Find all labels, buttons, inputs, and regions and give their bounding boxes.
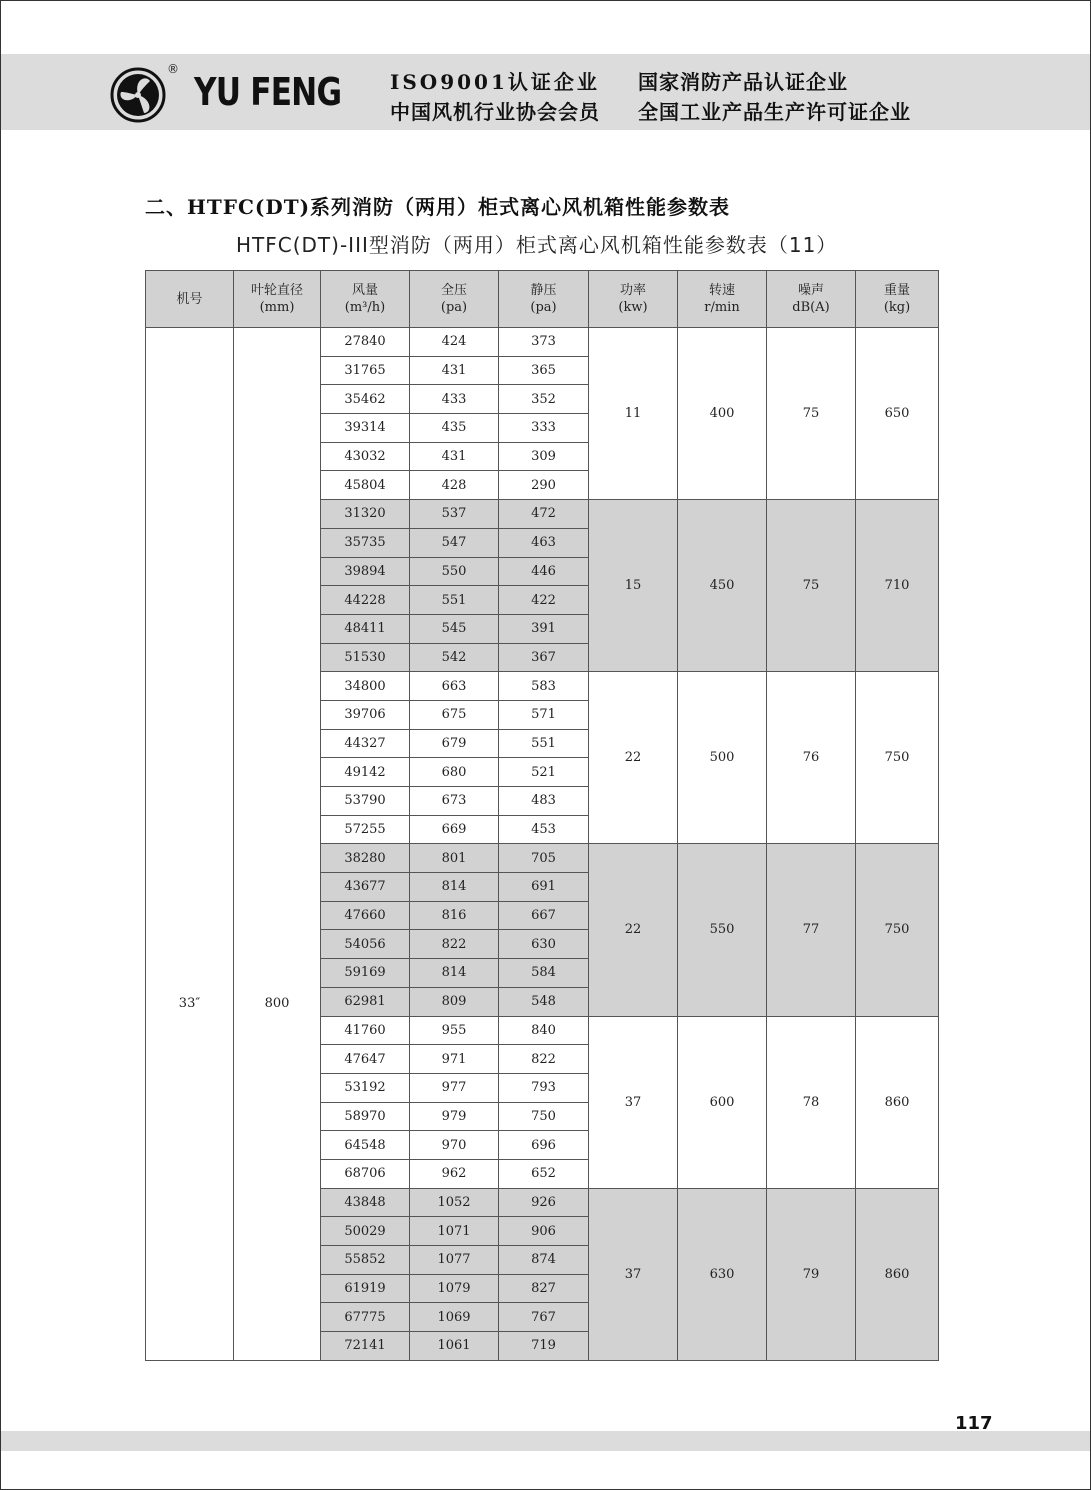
static-pressure-cell: 750 bbox=[499, 1102, 589, 1131]
total-pressure-cell: 537 bbox=[410, 500, 499, 529]
total-pressure-cell: 1061 bbox=[410, 1332, 499, 1361]
table-title: HTFC(DT)-III型消防（两用）柜式离心风机箱性能参数表（11） bbox=[236, 233, 838, 257]
static-pressure-cell: 367 bbox=[499, 643, 589, 672]
power-cell: 22 bbox=[589, 844, 678, 1016]
airflow-cell: 35462 bbox=[321, 385, 410, 414]
total-pressure-cell: 1052 bbox=[410, 1188, 499, 1217]
total-pressure-cell: 680 bbox=[410, 758, 499, 787]
airflow-cell: 67775 bbox=[321, 1303, 410, 1332]
performance-table bbox=[145, 270, 939, 1361]
total-pressure-cell: 970 bbox=[410, 1131, 499, 1160]
noise-cell: 78 bbox=[767, 1016, 856, 1188]
brand-name: YU FENG bbox=[194, 70, 342, 114]
airflow-cell: 39894 bbox=[321, 557, 410, 586]
total-pressure-cell: 1077 bbox=[410, 1246, 499, 1275]
table-row bbox=[146, 328, 939, 357]
airflow-cell: 53192 bbox=[321, 1073, 410, 1102]
total-pressure-cell: 679 bbox=[410, 729, 499, 758]
static-pressure-cell: 422 bbox=[499, 586, 589, 615]
cert-license: 全国工业产品生产许可证企业 bbox=[638, 100, 911, 124]
airflow-cell: 47647 bbox=[321, 1045, 410, 1074]
total-pressure-cell: 979 bbox=[410, 1102, 499, 1131]
total-pressure-cell: 977 bbox=[410, 1073, 499, 1102]
weight-cell: 860 bbox=[856, 1188, 939, 1360]
static-pressure-cell: 840 bbox=[499, 1016, 589, 1045]
airflow-cell: 47660 bbox=[321, 901, 410, 930]
airflow-cell: 54056 bbox=[321, 930, 410, 959]
static-pressure-cell: 822 bbox=[499, 1045, 589, 1074]
power-cell: 37 bbox=[589, 1188, 678, 1360]
static-pressure-cell: 906 bbox=[499, 1217, 589, 1246]
airflow-cell: 50029 bbox=[321, 1217, 410, 1246]
total-pressure-cell: 435 bbox=[410, 414, 499, 443]
total-pressure-cell: 428 bbox=[410, 471, 499, 500]
airflow-cell: 31765 bbox=[321, 356, 410, 385]
static-pressure-cell: 548 bbox=[499, 987, 589, 1016]
total-pressure-cell: 1079 bbox=[410, 1274, 499, 1303]
total-pressure-cell: 822 bbox=[410, 930, 499, 959]
total-pressure-cell: 547 bbox=[410, 528, 499, 557]
power-cell: 11 bbox=[589, 328, 678, 500]
cert-association: 中国风机行业协会会员 bbox=[390, 100, 600, 124]
airflow-cell: 61919 bbox=[321, 1274, 410, 1303]
header-impeller: 叶轮直径 (mm) bbox=[234, 271, 321, 328]
header-total-pressure: 全压 (pa) bbox=[410, 271, 499, 328]
static-pressure-cell: 926 bbox=[499, 1188, 589, 1217]
total-pressure-cell: 1071 bbox=[410, 1217, 499, 1246]
total-pressure-cell: 551 bbox=[410, 586, 499, 615]
airflow-cell: 59169 bbox=[321, 959, 410, 988]
cert-fire: 国家消防产品认证企业 bbox=[638, 70, 848, 94]
airflow-cell: 35735 bbox=[321, 528, 410, 557]
airflow-cell: 39706 bbox=[321, 700, 410, 729]
static-pressure-cell: 584 bbox=[499, 959, 589, 988]
fan-logo-icon bbox=[110, 67, 166, 123]
static-pressure-cell: 290 bbox=[499, 471, 589, 500]
airflow-cell: 62981 bbox=[321, 987, 410, 1016]
page-number: 117 bbox=[955, 1413, 993, 1434]
static-pressure-cell: 691 bbox=[499, 873, 589, 902]
total-pressure-cell: 669 bbox=[410, 815, 499, 844]
airflow-cell: 45804 bbox=[321, 471, 410, 500]
airflow-cell: 49142 bbox=[321, 758, 410, 787]
total-pressure-cell: 431 bbox=[410, 442, 499, 471]
weight-cell: 860 bbox=[856, 1016, 939, 1188]
static-pressure-cell: 453 bbox=[499, 815, 589, 844]
static-pressure-cell: 583 bbox=[499, 672, 589, 701]
total-pressure-cell: 433 bbox=[410, 385, 499, 414]
registered-mark: ® bbox=[167, 62, 179, 76]
total-pressure-cell: 955 bbox=[410, 1016, 499, 1045]
noise-cell: 79 bbox=[767, 1188, 856, 1360]
header-weight: 重量 (kg) bbox=[856, 271, 939, 328]
speed-cell: 500 bbox=[678, 672, 767, 844]
static-pressure-cell: 719 bbox=[499, 1332, 589, 1361]
static-pressure-cell: 446 bbox=[499, 557, 589, 586]
airflow-cell: 44327 bbox=[321, 729, 410, 758]
airflow-cell: 57255 bbox=[321, 815, 410, 844]
static-pressure-cell: 373 bbox=[499, 328, 589, 357]
total-pressure-cell: 673 bbox=[410, 787, 499, 816]
static-pressure-cell: 551 bbox=[499, 729, 589, 758]
speed-cell: 450 bbox=[678, 500, 767, 672]
airflow-cell: 43032 bbox=[321, 442, 410, 471]
total-pressure-cell: 971 bbox=[410, 1045, 499, 1074]
airflow-cell: 68706 bbox=[321, 1159, 410, 1188]
static-pressure-cell: 521 bbox=[499, 758, 589, 787]
static-pressure-cell: 472 bbox=[499, 500, 589, 529]
noise-cell: 77 bbox=[767, 844, 856, 1016]
static-pressure-cell: 767 bbox=[499, 1303, 589, 1332]
section-title: 二、HTFC(DT)系列消防（两用）柜式离心风机箱性能参数表 bbox=[145, 195, 731, 219]
total-pressure-cell: 816 bbox=[410, 901, 499, 930]
static-pressure-cell: 309 bbox=[499, 442, 589, 471]
airflow-cell: 72141 bbox=[321, 1332, 410, 1361]
total-pressure-cell: 675 bbox=[410, 700, 499, 729]
total-pressure-cell: 663 bbox=[410, 672, 499, 701]
airflow-cell: 58970 bbox=[321, 1102, 410, 1131]
header-noise: 噪声 dB(A) bbox=[767, 271, 856, 328]
static-pressure-cell: 793 bbox=[499, 1073, 589, 1102]
footer-band bbox=[1, 1431, 1090, 1451]
static-pressure-cell: 352 bbox=[499, 385, 589, 414]
speed-cell: 550 bbox=[678, 844, 767, 1016]
airflow-cell: 48411 bbox=[321, 614, 410, 643]
total-pressure-cell: 1069 bbox=[410, 1303, 499, 1332]
total-pressure-cell: 814 bbox=[410, 873, 499, 902]
static-pressure-cell: 667 bbox=[499, 901, 589, 930]
table-body bbox=[146, 328, 939, 1361]
airflow-cell: 43677 bbox=[321, 873, 410, 902]
power-cell: 37 bbox=[589, 1016, 678, 1188]
airflow-cell: 41760 bbox=[321, 1016, 410, 1045]
weight-cell: 750 bbox=[856, 672, 939, 844]
airflow-cell: 43848 bbox=[321, 1188, 410, 1217]
weight-cell: 710 bbox=[856, 500, 939, 672]
header-speed: 转速 r/min bbox=[678, 271, 767, 328]
static-pressure-cell: 827 bbox=[499, 1274, 589, 1303]
airflow-cell: 27840 bbox=[321, 328, 410, 357]
total-pressure-cell: 809 bbox=[410, 987, 499, 1016]
total-pressure-cell: 545 bbox=[410, 614, 499, 643]
noise-cell: 75 bbox=[767, 328, 856, 500]
static-pressure-cell: 483 bbox=[499, 787, 589, 816]
airflow-cell: 55852 bbox=[321, 1246, 410, 1275]
static-pressure-cell: 874 bbox=[499, 1246, 589, 1275]
airflow-cell: 51530 bbox=[321, 643, 410, 672]
static-pressure-cell: 571 bbox=[499, 700, 589, 729]
airflow-cell: 53790 bbox=[321, 787, 410, 816]
total-pressure-cell: 550 bbox=[410, 557, 499, 586]
table-header-row bbox=[146, 271, 939, 328]
static-pressure-cell: 391 bbox=[499, 614, 589, 643]
total-pressure-cell: 424 bbox=[410, 328, 499, 357]
weight-cell: 650 bbox=[856, 328, 939, 500]
total-pressure-cell: 962 bbox=[410, 1159, 499, 1188]
cert-iso: ISO9001认证企业 bbox=[390, 70, 600, 94]
speed-cell: 630 bbox=[678, 1188, 767, 1360]
noise-cell: 75 bbox=[767, 500, 856, 672]
noise-cell: 76 bbox=[767, 672, 856, 844]
header-power: 功率 (kw) bbox=[589, 271, 678, 328]
airflow-cell: 38280 bbox=[321, 844, 410, 873]
impeller-cell: 800 bbox=[234, 328, 321, 1361]
speed-cell: 600 bbox=[678, 1016, 767, 1188]
model-cell: 33″ bbox=[146, 328, 234, 1361]
header-airflow: 风量 (m³/h) bbox=[321, 271, 410, 328]
static-pressure-cell: 630 bbox=[499, 930, 589, 959]
weight-cell: 750 bbox=[856, 844, 939, 1016]
static-pressure-cell: 705 bbox=[499, 844, 589, 873]
static-pressure-cell: 463 bbox=[499, 528, 589, 557]
power-cell: 22 bbox=[589, 672, 678, 844]
static-pressure-cell: 696 bbox=[499, 1131, 589, 1160]
total-pressure-cell: 542 bbox=[410, 643, 499, 672]
header-model: 机号 bbox=[146, 271, 234, 328]
static-pressure-cell: 652 bbox=[499, 1159, 589, 1188]
total-pressure-cell: 431 bbox=[410, 356, 499, 385]
speed-cell: 400 bbox=[678, 328, 767, 500]
airflow-cell: 64548 bbox=[321, 1131, 410, 1160]
power-cell: 15 bbox=[589, 500, 678, 672]
static-pressure-cell: 365 bbox=[499, 356, 589, 385]
airflow-cell: 34800 bbox=[321, 672, 410, 701]
total-pressure-cell: 801 bbox=[410, 844, 499, 873]
airflow-cell: 31320 bbox=[321, 500, 410, 529]
total-pressure-cell: 814 bbox=[410, 959, 499, 988]
airflow-cell: 39314 bbox=[321, 414, 410, 443]
airflow-cell: 44228 bbox=[321, 586, 410, 615]
header-static-pressure: 静压 (pa) bbox=[499, 271, 589, 328]
static-pressure-cell: 333 bbox=[499, 414, 589, 443]
